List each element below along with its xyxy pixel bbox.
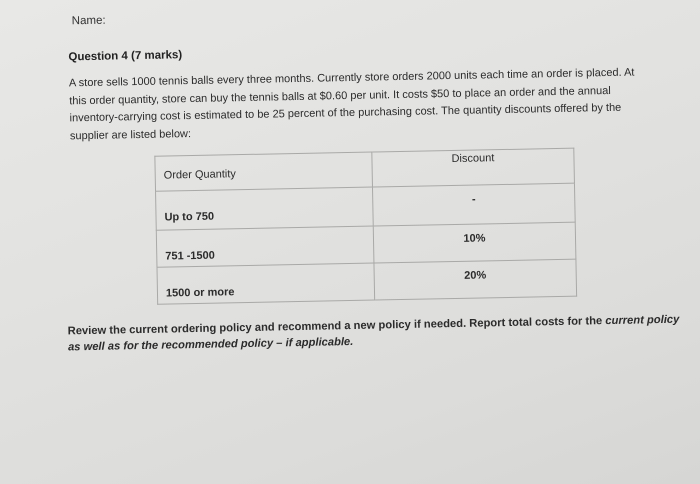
- discount-value: -: [471, 193, 476, 206]
- header-order-quantity: Order Quantity: [163, 168, 236, 182]
- discount-value: 20%: [464, 269, 487, 282]
- question-title: Question 4 (7 marks): [68, 49, 183, 64]
- discount-cell: [372, 183, 575, 226]
- discount-table: [154, 148, 577, 305]
- quantity-cell: [157, 263, 375, 304]
- header-cell-quantity: [155, 152, 373, 191]
- quantity-cell: [156, 226, 374, 267]
- quantity-value: 751 -1500: [165, 249, 215, 263]
- header-discount: Discount: [451, 152, 495, 166]
- discount-cell: [374, 259, 577, 300]
- table-row: [157, 259, 577, 304]
- question-body: A store sells 1000 tennis balls every three months. Currently store orders 2000 units each time an order is placed. At this order quantity, store can buy the tennis balls at $0.60 per unit. It costs $50 to place an order and the annual inventory-carrying cost is estimated to be 25 percent of the purchasing cost. The quantity discounts offered by the supplier are listed below:: [68, 66, 635, 142]
- discount-cell: [373, 222, 576, 263]
- discount-value: 10%: [463, 232, 486, 245]
- quantity-cell: [156, 187, 374, 230]
- quantity-value: 1500 or more: [165, 286, 235, 300]
- instruction-text: [68, 312, 689, 356]
- quantity-value: Up to 750: [164, 210, 215, 224]
- instruction-line-2: current policy as well as for the recommended policy – if applicable.: [67, 313, 680, 354]
- header-cell-discount: [372, 148, 575, 187]
- instruction-line-1: Review the current ordering policy and recommend a new policy if needed. Report total costs for the: [67, 315, 603, 338]
- name-label: Name:: [71, 14, 106, 28]
